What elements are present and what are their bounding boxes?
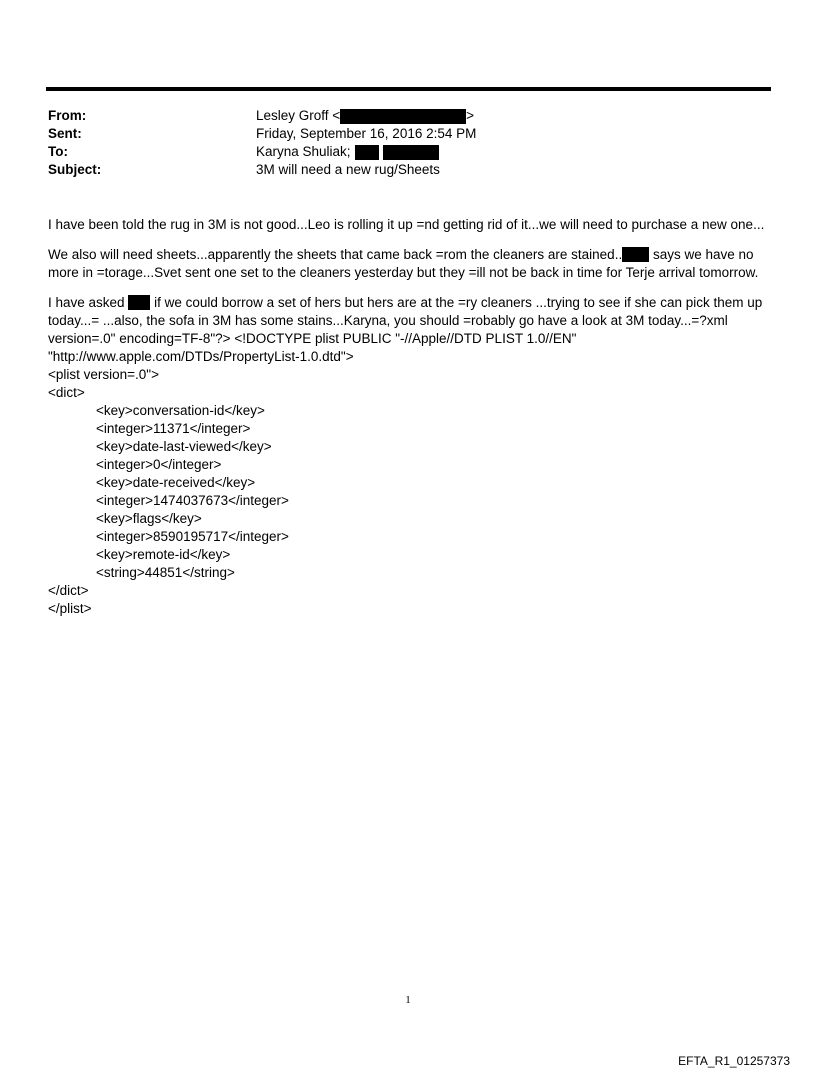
to-name: Karyna Shuliak; [256, 144, 351, 159]
plist-close: </plist> [48, 601, 92, 616]
redaction-recipient-1 [355, 145, 379, 160]
email-header [48, 107, 768, 179]
redaction-name [622, 247, 649, 262]
from-label: From: [48, 108, 87, 123]
from-row [48, 107, 768, 125]
body-line: today...= ...also, the sofa in 3M has some stains...Karyna, you should =robably go have a look at 3M today...=?xml [48, 313, 728, 328]
body-text: We also will need sheets...apparently the sheets that came back =rom the cleaners are stained.. [48, 247, 623, 262]
body-text: if we could borrow a set of hers but hers are at the =ry cleaners ...trying to see if she can pick them up [150, 295, 763, 310]
paragraph-3 [48, 294, 778, 618]
subject-value: 3M will need a new rug/Sheets [256, 162, 440, 177]
paragraph-2 [48, 246, 778, 282]
sent-row [48, 125, 768, 143]
dict-line: <string>44851</string> [96, 565, 235, 580]
body-line: I have been told the rug in 3M is not good...Leo is rolling it up =nd getting rid of it...we will need to purchase a new one... [48, 217, 765, 232]
dict-open: <dict> [48, 385, 85, 400]
dict-line: <key>date-received</key> [96, 475, 256, 490]
dict-close: </dict> [48, 583, 89, 598]
dict-line: <key>flags</key> [96, 511, 202, 526]
paragraph-1 [48, 216, 778, 234]
redaction-email [340, 109, 466, 124]
body-line: "http://www.apple.com/DTDs/PropertyList-1.0.dtd"> [48, 349, 354, 364]
body-text: says we have no [649, 247, 754, 262]
page-number: 1 [405, 994, 411, 1006]
dict-line: <integer>1474037673</integer> [96, 493, 289, 508]
dict-line: <integer>11371</integer> [96, 421, 251, 436]
dict-line: <key>remote-id</key> [96, 547, 231, 562]
to-value [256, 143, 439, 161]
to-row [48, 143, 768, 161]
redaction-recipient-2 [383, 145, 439, 160]
from-name: Lesley Groff < [256, 108, 341, 123]
dict-line: <integer>8590195717</integer> [96, 529, 289, 544]
document-id: EFTA_R1_01257373 [678, 1054, 790, 1068]
dict-line: <key>conversation-id</key> [96, 403, 265, 418]
body-line: more in =torage...Svet sent one set to the cleaners yesterday but they =ill not be back in time for Terje arrival tomorrow. [48, 265, 759, 280]
body-line [48, 294, 778, 312]
body-text: I have asked [48, 295, 129, 310]
header-divider [46, 87, 771, 91]
email-body [48, 216, 778, 630]
body-line: version=.0" encoding=TF-8"?> <!DOCTYPE plist PUBLIC "-//Apple//DTD PLIST 1.0//EN" [48, 331, 577, 346]
dict-line: <key>date-last-viewed</key> [96, 439, 272, 454]
sent-value: Friday, September 16, 2016 2:54 PM [256, 126, 477, 141]
plist-open: <plist version=.0"> [48, 367, 159, 382]
redaction-name [128, 295, 150, 310]
from-close: > [466, 108, 475, 123]
subject-row [48, 161, 768, 179]
to-label: To: [48, 144, 68, 159]
body-line [48, 246, 778, 264]
subject-label: Subject: [48, 162, 102, 177]
dict-line: <integer>0</integer> [96, 457, 222, 472]
from-value [256, 107, 474, 125]
sent-label: Sent: [48, 126, 82, 141]
